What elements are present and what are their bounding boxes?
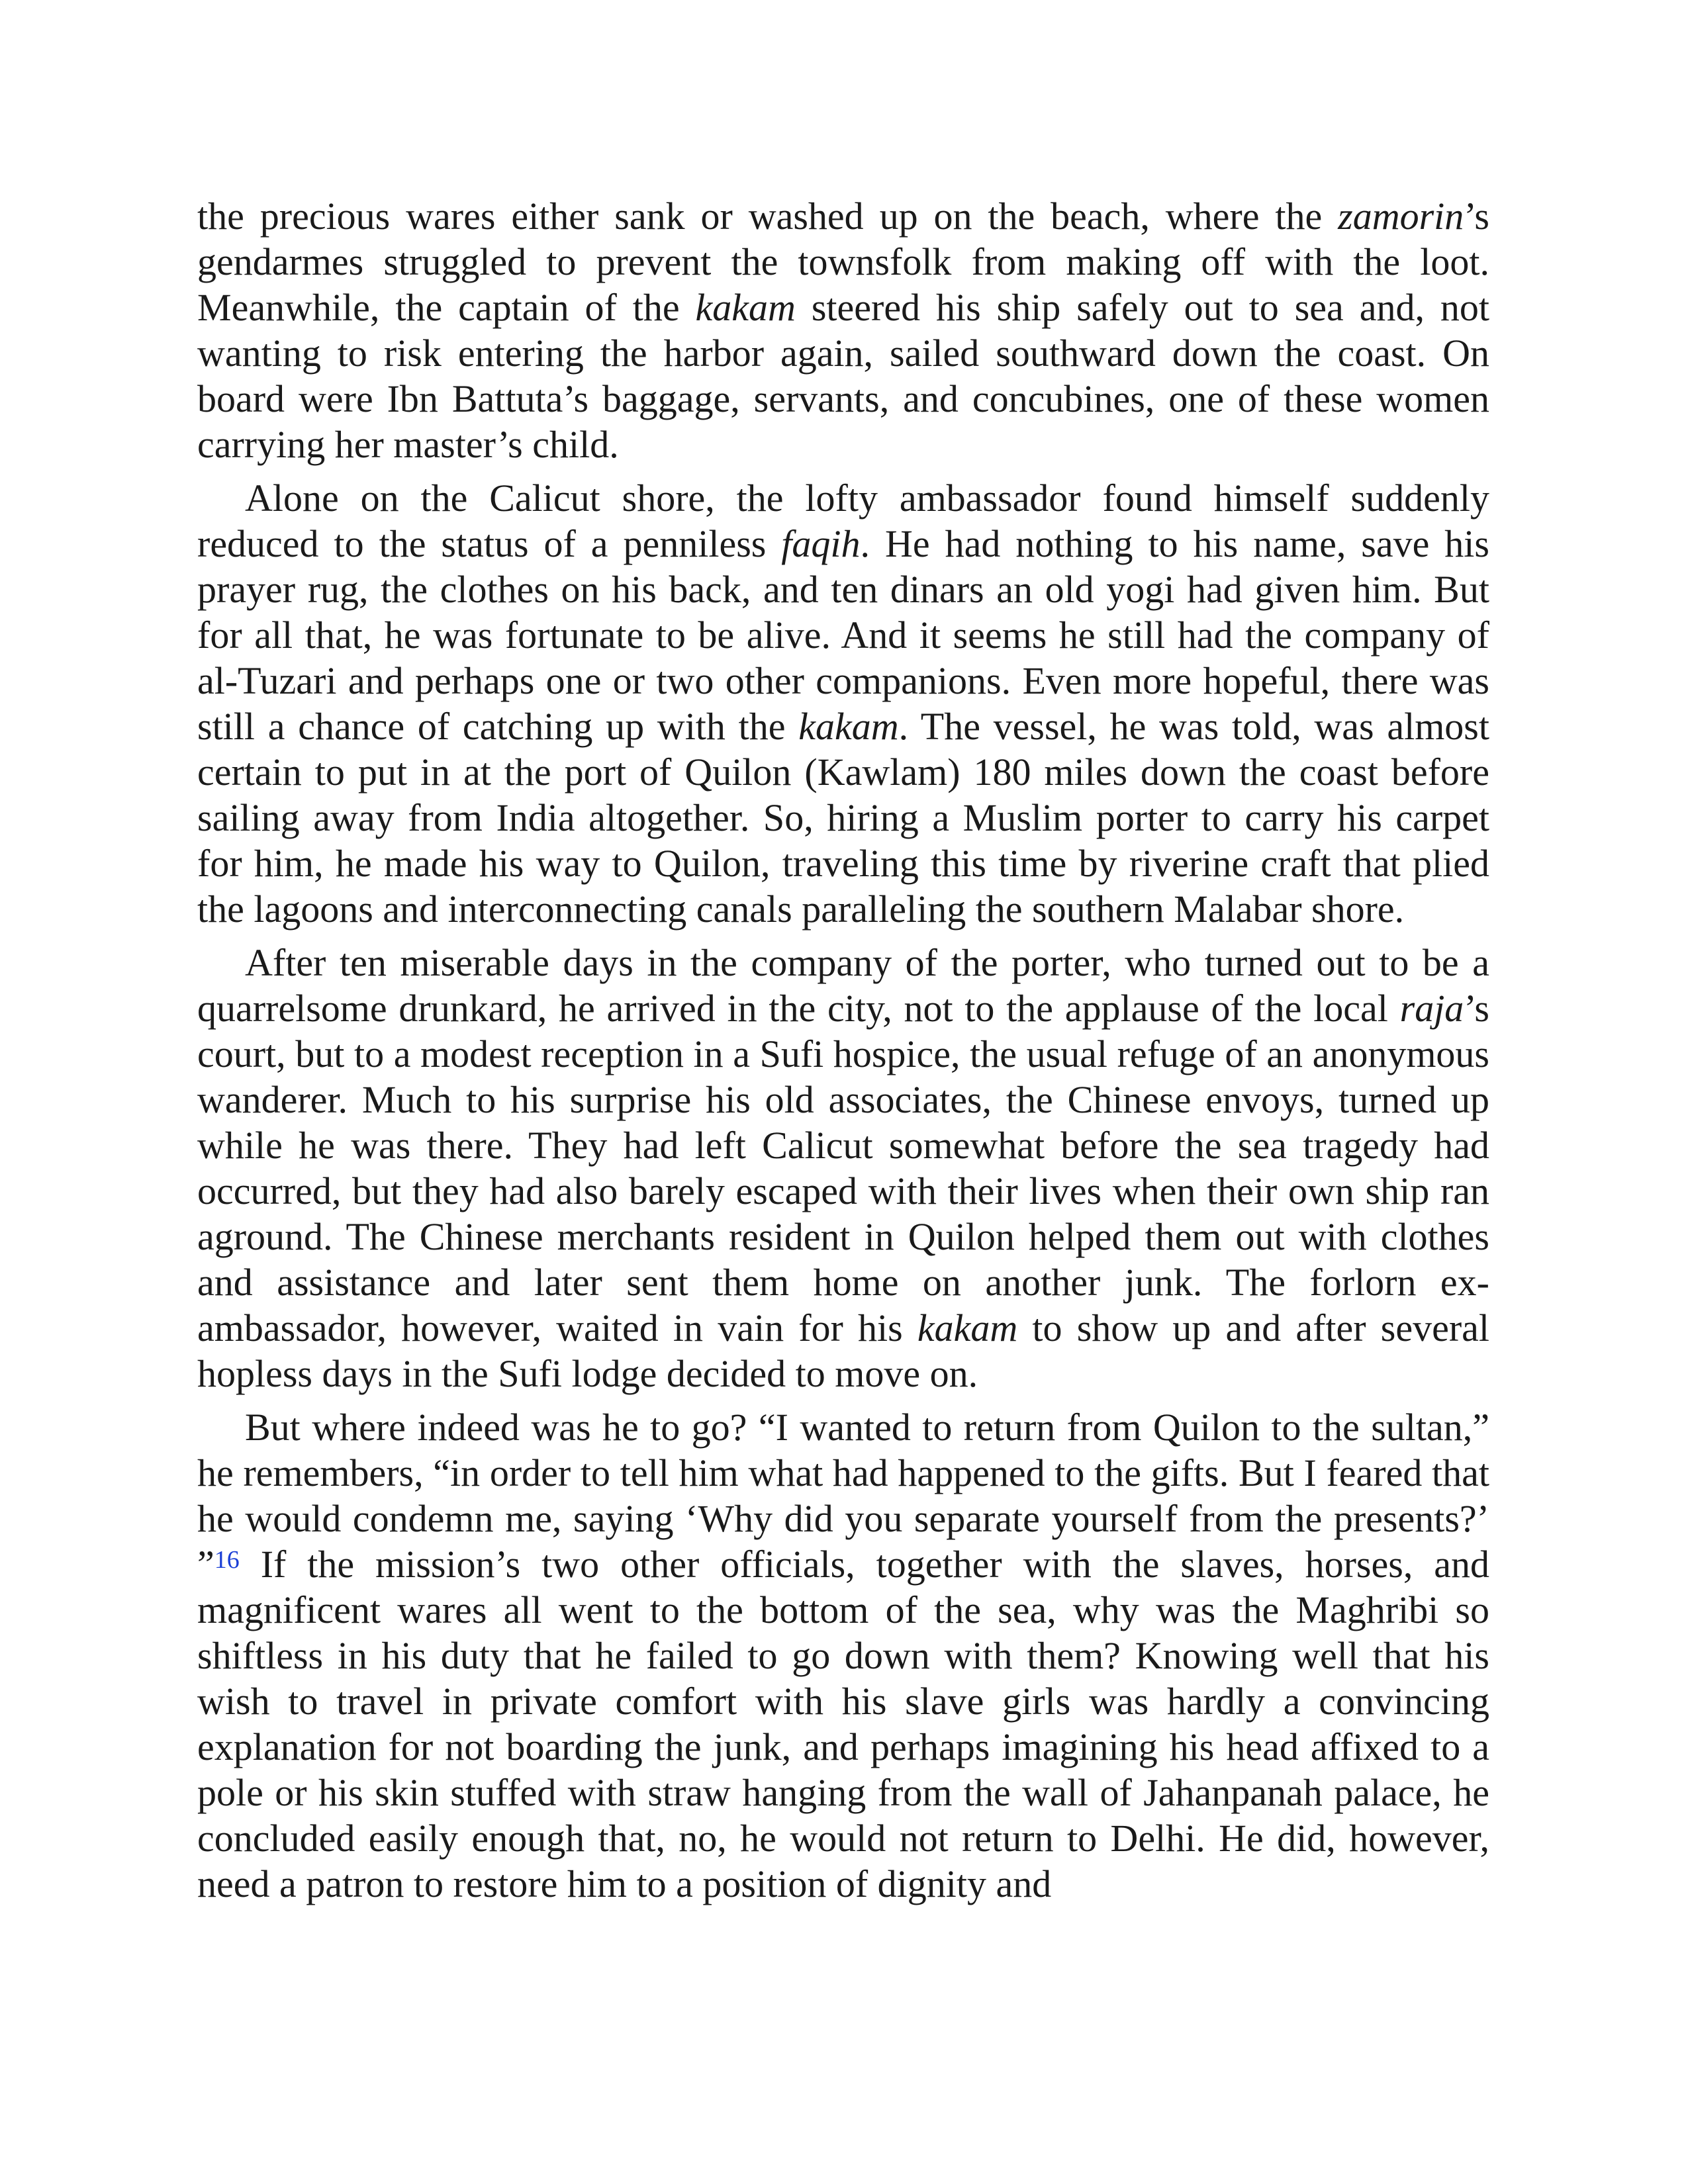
paragraph-1 — [197, 193, 1489, 467]
footnote-link[interactable]: 16 — [214, 1545, 240, 1574]
text-run: Alone on the Calicut shore, the lofty ambassador found himself suddenly reduced to the status of a penniless — [197, 477, 1489, 565]
text-run: After ten miserable days in the company of the porter, who turned out to be a quarrelsome drunkard, he arrived in the city, not to the applause of the local — [197, 941, 1489, 1030]
page-body — [197, 193, 1489, 1915]
paragraph-3 — [197, 940, 1489, 1396]
italic-term: kakam — [798, 705, 899, 748]
text-run: ’s gendarmes struggled to prevent the townsfolk from making off with the loot. Meanwhile, the captain of the — [197, 195, 1489, 329]
text-run: . The vessel, he was told, was almost certain to put in at the port of Quilon (Kawlam) 180 miles down the coast before sailing away from India altogether. So, hiring a Muslim porter to carry his carpet for him, he made his way to Quilon, traveling this time by riverine craft that plied the lagoons and interconnecting canals paralleling the southern Malabar shore. — [197, 705, 1489, 931]
text-run: But where indeed was he to go? “I wanted to return from Quilon to the sultan,” he remembers, “in order to tell him what had happened to the gifts. But I feared that he would condemn me, saying ‘Why did you separate yourself from the presents?’ ” — [197, 1406, 1489, 1586]
italic-term: faqih — [781, 522, 861, 565]
italic-term: kakam — [695, 286, 796, 329]
italic-term: kakam — [917, 1306, 1018, 1349]
text-run: If the mission’s two other officials, together with the slaves, horses, and magnificent wares all went to the bottom of the sea, why was the Maghribi so shiftless in his duty that he failed to go down with them? Knowing well that his wish to travel in private comfort with his slave girls was hardly a convincing explanation for not boarding the junk, and perhaps imagining his head affixed to a pole or his skin stuffed with straw hanging from the wall of Jahanpanah palace, he concluded easily enough that, no, he would not return to Delhi. He did, however, need a patron to restore him to a position of dignity and — [197, 1543, 1489, 1905]
text-run: steered his ship safely out to sea and, not wanting to risk entering the harbor again, sailed southward down the coast. On board were Ibn Battuta’s baggage, servants, and concubines, one of these women carrying her master’s child. — [197, 286, 1489, 466]
italic-term: zamorin — [1338, 195, 1464, 238]
text-run: to show up and after several hopless days in the Sufi lodge decided to move on. — [197, 1306, 1489, 1395]
text-run: the precious wares either sank or washed up on the beach, where the — [197, 195, 1338, 238]
italic-term: raja — [1399, 987, 1464, 1030]
paragraph-4 — [197, 1404, 1489, 1907]
text-run: ’s court, but to a modest reception in a Sufi hospice, the usual refuge of an anonymous wanderer. Much to his surprise his old associates, the Chinese envoys, turned up while he was there. They had left Calicut somewhat before the sea tragedy had occurred, but they had also barely escaped with their lives when their own ship ran aground. The Chinese merchants resident in Quilon helped them out with clothes and assistance and later sent them home on another junk. The forlorn ex-ambassador, however, waited in vain for his — [197, 987, 1489, 1349]
paragraph-2 — [197, 475, 1489, 932]
text-run: . He had nothing to his name, save his prayer rug, the clothes on his back, and ten dinars an old yogi had given him. But for all that, he was fortunate to be alive. And it seems he still had the company of al-Tuzari and perhaps one or two other companions. Even more hopeful, there was still a chance of catching up with the — [197, 522, 1489, 748]
